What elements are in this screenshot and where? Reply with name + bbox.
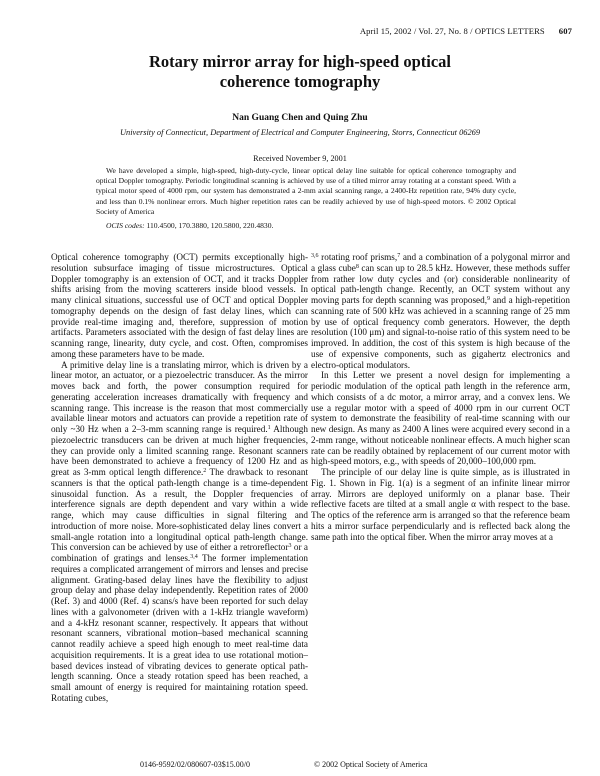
text-segment: and a high-repetition scanning rate of 500 kHz was achieved in a scanning range of 25 mm by use of optical frequency comb generators. However, the depth resolution (100 μm) and signal-to-noise ratio of this system need to be improved. In addition, the cost of this system is high because of the use of expensive components, such as gigahertz electronics and electro-optical modulators.: [311, 295, 570, 370]
ref-3-4: 3,4: [190, 554, 198, 560]
abstract: We have developed a simple, high-speed, high-duty-cycle, linear optical delay line suitable for optical coherence tomography and optical Doppler tomography. Periodic longitudinal scanning is achieved by use of a tilted mirror array rotating at a constant speed. With a typical motor speed of 4000 rpm, our system has demonstrated a 2-mm axial scanning range, a 2400-Hz repetition rate, 94% duty cycle, and less than 0.1% nonlinear errors. Much higher repetition rates can be readily achieved by use of high-speed motors. © 2002 Optical Society of America: [96, 166, 516, 216]
text-segment: and a combination of a polygonal mirror and a glass cube: [311, 252, 570, 273]
authors: Nan Guang Chen and Quing Zhu: [232, 113, 368, 123]
received-date: Received November 9, 2001: [253, 154, 347, 163]
text-segment: Although piezoelectric transducers can be driven at much higher frequencies, they can provide only a limited scanning range. Resonant scanners have been demonstrated to achieve a frequency of 1200 Hz and as great as 3-mm optical length difference.: [51, 424, 308, 477]
paragraph-intro: Optical coherence tomography (OCT) permits exceptionally high-resolution subsurface imaging of tissue microstructures. Optical Doppler tomography is an extension of OCT, and it tracks Doppler shifts arising from the moving scatterers inside blood vessels. In many clinical situations, successful use of OCT and optical Doppler tomography depends on the design of fast delay lines, which can provide real-time imaging and, therefore, suppression of motion artifacts. Parameters associated with the design of fast delay lines are scanning range, linearity, duty cycle, and cost. Often, compromises among these parameters have to be made.: [51, 252, 308, 359]
page-number: 607: [558, 26, 572, 36]
title-line-2: coherence tomography: [219, 72, 381, 91]
paragraph-principle: The principle of our delay line is quite simple, as is illustrated in Fig. 1. Shown in Fig. 1(a) is a segment of an infinite linear mirror array. Mirrors are deployed uniformly on a planar base. Their reflective facets are tilted at a small angle α with respect to the base. The optics of the reference arm is arranged so that the reference beam hits a mirror surface perpendicularly and is reflected back along the same path into the optical fiber. When the mirror array moves at a: [311, 467, 570, 542]
text-segment: The drawback to resonant scanners is that the optical path-length change is a time-dependent sinusoidal function. As a result, the Doppler frequencies of interference signals are depth dependent and vary within a wide range, which may cause difficulties in signal filtering and introduction of more noise. More-sophisticated delay lines convert a small-angle rotation into a longitudinal optical path-length change. This conversion can be achieved by use of either a retroreflector: [51, 467, 308, 553]
ref-8: 8: [355, 263, 359, 270]
ref-1: 1: [267, 425, 271, 431]
footer-copyright: © 2002 Optical Society of America: [314, 760, 428, 769]
running-head: [360, 26, 572, 36]
paper-title: [60, 52, 540, 92]
text-segment: or a combination of gratings and lenses.: [51, 542, 309, 563]
ref-3-6: 3,6: [311, 253, 319, 259]
text-segment: rotating roof prisms,: [318, 252, 398, 262]
body-column-right: [311, 252, 570, 542]
title-line-1: Rotary mirror array for high-speed optical: [149, 52, 451, 71]
paragraph-delay-lines: [51, 360, 308, 704]
paragraph-continued: [311, 252, 570, 370]
paragraph-novel-design: In this Letter we present a novel design for implementing a periodic modulation of the optical path length in the reference arm, which consists of a dc motor, a mirror array, and a convex lens. We use a regular motor with a speed of 4000 rpm in our current OCT system to demonstrate the feasibility of real-time scanning with our new design. As many as 2400 A lines were acquired every second in a 2-mm range, without noticeable nonlinear effects. A much higher scan rate can be readily obtained by replacement of our current motor with high-speed motors, e.g., with speeds of 20,000–100,000 rpm.: [311, 370, 570, 467]
ref-3: 3: [288, 543, 292, 550]
footer-code: 0146-9592/02/080607-03$15.00/0: [140, 760, 250, 769]
ref-9: 9: [487, 296, 491, 302]
text-segment: can scan up to 28.5 kHz. However, these methods suffer from rather low duty cycles and (or) considerable nonlinearity of optical path-length change. Recently, an OCT system without any moving parts for depth scanning was proposed,: [311, 262, 570, 305]
ref-2: 2: [203, 468, 207, 474]
text-segment: The former implementation requires a complicated arrangement of mirrors and lenses and precise alignment. Grating-based delay lines have the flexibility to adjust group delay and phase delay independently. Repetition rates of 2000 (Ref. 3) and 4000 (Ref. 4) scans/s have been reported for such delay lines with a galvonometer (driven with a 1-kHz triangle waveform) and a 4-kHz resonant scanner, respectively. It appears that without resonant scanners, vibrational motion–based mechanical scanning cannot readily achieve a speed high enough to meet real-time data acquisition requirements. It is a great idea to use rotational motion–based devices instead of vibrating devices to generate optical path-length scanning. Once a steady rotation speed has been reached, a small amount of energy is required for maintaining rotation speed. Rotating cubes,: [51, 553, 309, 703]
text-segment: A primitive delay line is a translating mirror, which is driven by a linear motor, an actuator, or a piezoelectric transducer. As the mirror moves back and forth, the power consumption required for generating acceleration increases dramatically with frequency and scanning range. This increase is the reason that most commercially available linear motors and actuators can provide a repetition rate of only ~30 Hz when a 2–3-mm scanning range is required.: [51, 359, 308, 434]
ref-7: 7: [397, 253, 401, 259]
journal-info: April 15, 2002 / Vol. 27, No. 8 / OPTICS LETTERS: [359, 26, 545, 36]
ocis-label: OCIS codes:: [106, 221, 145, 230]
ocis-values: 110.4500, 170.3880, 120.5800, 220.4830.: [146, 221, 274, 230]
affiliation: University of Connecticut, Department of Electrical and Computer Engineering, Storrs, Connecticut 06269: [119, 128, 481, 137]
ocis-codes: [106, 221, 516, 230]
body-column-left: [51, 252, 308, 704]
